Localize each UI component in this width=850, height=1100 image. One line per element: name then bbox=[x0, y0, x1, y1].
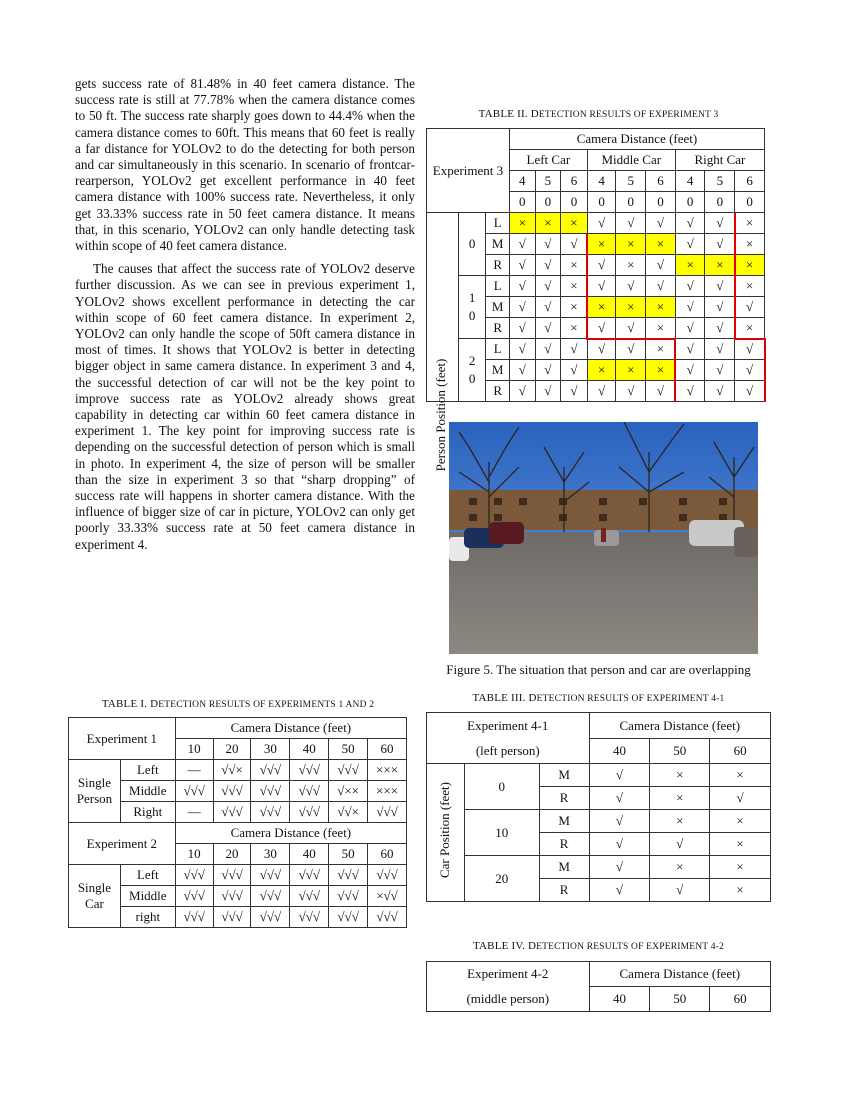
table1-distance: 40 bbox=[290, 739, 329, 760]
table2-result-cell: × bbox=[735, 318, 765, 339]
table-row bbox=[427, 810, 771, 833]
table2-distance-digit: 0 bbox=[535, 192, 561, 213]
table1-result-cell: √√√ bbox=[251, 886, 290, 907]
table2-result-cell: × bbox=[587, 360, 616, 381]
table2-result-cell: × bbox=[675, 255, 705, 276]
table3-corner-1: Experiment 4-1 bbox=[427, 713, 590, 739]
table2-distance-digit: 0 bbox=[705, 192, 735, 213]
table3-result-cell: √ bbox=[589, 787, 650, 810]
table1-caption bbox=[68, 698, 408, 710]
table1-distance: 30 bbox=[251, 844, 290, 865]
table2-result-cell: √ bbox=[535, 234, 561, 255]
table2-result-cell: √ bbox=[705, 381, 735, 402]
table2-result-cell: √ bbox=[587, 318, 616, 339]
table1-result-cell: √√√ bbox=[175, 865, 213, 886]
table2-sub-position: R bbox=[486, 381, 510, 402]
table1-group-label-line2: Person bbox=[76, 791, 113, 806]
table2-distance-digit: 4 bbox=[509, 171, 535, 192]
table2-result-cell: √ bbox=[735, 339, 765, 360]
table1-result-cell: √√√ bbox=[368, 802, 407, 823]
table3-result-cell: √ bbox=[650, 879, 710, 902]
table2-distance-digit: 0 bbox=[646, 192, 676, 213]
table3-result-cell: √ bbox=[589, 833, 650, 856]
table2-distance-digit: 6 bbox=[561, 171, 588, 192]
table2-sub-position: R bbox=[486, 255, 510, 276]
table2-sub-position: M bbox=[486, 360, 510, 381]
table2-result-cell: × bbox=[616, 255, 646, 276]
table2-caption-rest: ETECTION RESULTS OF EXPERIMENT 3 bbox=[538, 110, 719, 120]
table2-result-cell: √ bbox=[561, 360, 588, 381]
table3-sub-position: R bbox=[539, 879, 589, 902]
table2-result-cell: √ bbox=[509, 297, 535, 318]
table2-result-cell: √ bbox=[675, 276, 705, 297]
table2-result-cell: √ bbox=[705, 360, 735, 381]
table1-distance: 50 bbox=[329, 739, 368, 760]
table1-result-cell: ××× bbox=[368, 781, 407, 802]
paragraph-1: gets success rate of 81.48% in 40 feet camera distance. The success rate is still at 77.78% when the camera distance comes to 50 ft. The success rate sharply goes down to 44.4% when the camera distance comes to 60ft. This means that 60 feet is really a far distance for YOLOv2 to do the detecting for both person and car simultaneously in this scenario. In scenario of frontcar-rearperson, YOLOv2 get excellent performance in 40 feet camera distance with 100% success rate. Nevertheless, it only get 33.33% success rate in 50 feet camera distance. It means that, in this scenario, YOLOv2 can only handle detecting task within scope of 40 feet camera distance. bbox=[75, 76, 415, 254]
table2-position-group bbox=[458, 339, 486, 402]
table3-caption bbox=[426, 692, 771, 704]
table3 bbox=[426, 712, 771, 902]
table1-result-cell: √√√ bbox=[251, 907, 290, 928]
table2-distance-digit: 0 bbox=[675, 192, 705, 213]
table2-result-cell: √ bbox=[646, 213, 676, 234]
table1-result-cell: — bbox=[175, 802, 213, 823]
table2-result-cell: × bbox=[735, 234, 765, 255]
table3-result-cell: × bbox=[710, 856, 771, 879]
table2-row-axis-label: Person Position (feet) bbox=[433, 358, 448, 472]
table2-result-cell: √ bbox=[675, 213, 705, 234]
figure5-photo bbox=[449, 422, 758, 654]
table3-result-cell: × bbox=[710, 810, 771, 833]
table2-result-cell: √ bbox=[561, 234, 588, 255]
table2-result-cell: √ bbox=[561, 381, 588, 402]
table3-result-cell: √ bbox=[710, 787, 771, 810]
table1 bbox=[68, 717, 407, 928]
table2-position-group bbox=[458, 276, 486, 339]
table3-corner-2: (left person) bbox=[427, 739, 590, 764]
table-row bbox=[69, 865, 407, 886]
table2-result-cell: √ bbox=[735, 360, 765, 381]
table1-distance: 60 bbox=[368, 844, 407, 865]
table2-sub-position: R bbox=[486, 318, 510, 339]
red-divider-segment bbox=[734, 213, 736, 339]
table2-result-cell: √ bbox=[509, 360, 535, 381]
table1-group-label bbox=[69, 760, 121, 823]
table2-result-cell: × bbox=[509, 213, 535, 234]
table2-distance-digit: 5 bbox=[705, 171, 735, 192]
person bbox=[601, 528, 606, 542]
table2-result-cell: √ bbox=[616, 381, 646, 402]
table3-distance: 40 bbox=[589, 739, 650, 764]
table1-result-cell: √√√ bbox=[290, 781, 329, 802]
table2-result-cell: √ bbox=[535, 318, 561, 339]
table1-group-label-line2: Car bbox=[85, 896, 104, 911]
table3-sub-position: R bbox=[539, 787, 589, 810]
table1-result-cell: √√√ bbox=[290, 886, 329, 907]
table2-caption bbox=[426, 108, 771, 120]
table2-result-cell: × bbox=[616, 234, 646, 255]
table-row bbox=[427, 276, 765, 297]
table2-result-cell: × bbox=[646, 360, 676, 381]
table3-row-axis-label: Car Position (feet) bbox=[437, 781, 452, 879]
table2-result-cell: × bbox=[705, 255, 735, 276]
table-row bbox=[427, 856, 771, 879]
table2-group-header: Middle Car bbox=[587, 150, 675, 171]
table2-result-cell: √ bbox=[509, 276, 535, 297]
table3-camera-header: Camera Distance (feet) bbox=[589, 713, 770, 739]
table1-result-cell: √√√ bbox=[251, 760, 290, 781]
table4-corner-2: (middle person) bbox=[427, 987, 590, 1012]
table1-position: Right bbox=[120, 802, 175, 823]
table2-result-cell: × bbox=[616, 360, 646, 381]
table1-result-cell: √√√ bbox=[290, 760, 329, 781]
table2-distance-digit: 0 bbox=[587, 192, 616, 213]
table3-caption-rest: ETECTION RESULTS OF EXPERIMENT 4-1 bbox=[536, 694, 725, 704]
table2-result-cell: √ bbox=[646, 276, 676, 297]
table1-position: Left bbox=[120, 760, 175, 781]
table2-sub-position: M bbox=[486, 234, 510, 255]
table2-result-cell: √ bbox=[587, 276, 616, 297]
table2-result-cell: × bbox=[561, 318, 588, 339]
table3-car-position: 10 bbox=[464, 810, 539, 856]
table1-result-cell: √√√ bbox=[368, 907, 407, 928]
table3-sub-position: M bbox=[539, 810, 589, 833]
table-row bbox=[427, 764, 771, 787]
table1-distance: 10 bbox=[175, 844, 213, 865]
table1-camera-header-2: Camera Distance (feet) bbox=[175, 823, 406, 844]
table3-result-cell: × bbox=[710, 833, 771, 856]
table1-distance: 50 bbox=[329, 844, 368, 865]
table1-result-cell: ×√√ bbox=[368, 886, 407, 907]
table2-result-cell: √ bbox=[616, 276, 646, 297]
table1-distance: 60 bbox=[368, 739, 407, 760]
table2-grid bbox=[426, 128, 765, 402]
table2-result-cell: √ bbox=[587, 339, 616, 360]
table1-result-cell: ××× bbox=[368, 760, 407, 781]
table2-group-header: Right Car bbox=[675, 150, 764, 171]
table1-camera-header-1: Camera Distance (feet) bbox=[175, 718, 406, 739]
table2-result-cell: × bbox=[735, 255, 765, 276]
table1-result-cell: √√× bbox=[329, 802, 368, 823]
table1-result-cell: √√√ bbox=[251, 865, 290, 886]
table1-result-cell: √√√ bbox=[290, 907, 329, 928]
table1-distance: 40 bbox=[290, 844, 329, 865]
table1-exp1-label: Experiment 1 bbox=[69, 718, 176, 760]
red-divider-segment bbox=[586, 234, 588, 339]
table2-corner: Experiment 3 bbox=[427, 129, 510, 213]
left-column-text bbox=[75, 76, 415, 553]
table2-result-cell: √ bbox=[616, 213, 646, 234]
table3-sub-position: M bbox=[539, 856, 589, 879]
table2-result-cell: × bbox=[535, 213, 561, 234]
table2-result-cell: √ bbox=[509, 255, 535, 276]
table1-result-cell: √√√ bbox=[175, 781, 213, 802]
table2-result-cell: × bbox=[646, 318, 676, 339]
table2-result-cell: √ bbox=[705, 297, 735, 318]
table2-result-cell: √ bbox=[535, 255, 561, 276]
table2-distance-digit: 0 bbox=[509, 192, 535, 213]
table1-result-cell: √√√ bbox=[290, 865, 329, 886]
table2-distance-digit: 6 bbox=[646, 171, 676, 192]
table1-caption-rest: ETECTION RESULTS OF EXPERIMENTS 1 AND 2 bbox=[158, 700, 375, 710]
table1-result-cell: √√√ bbox=[251, 802, 290, 823]
table2-result-cell: √ bbox=[535, 381, 561, 402]
table1-result-cell: √√√ bbox=[213, 865, 251, 886]
table2-result-cell: √ bbox=[535, 276, 561, 297]
table3-result-cell: × bbox=[710, 879, 771, 902]
table3-result-cell: √ bbox=[589, 810, 650, 833]
table2-result-cell: √ bbox=[587, 381, 616, 402]
table2-distance-digit: 4 bbox=[587, 171, 616, 192]
table4-distance: 50 bbox=[650, 987, 710, 1012]
table1-result-cell: √√× bbox=[213, 760, 251, 781]
table2-result-cell: √ bbox=[675, 318, 705, 339]
table1-distance: 10 bbox=[175, 739, 213, 760]
table3-result-cell: √ bbox=[589, 879, 650, 902]
table2-result-cell: √ bbox=[646, 255, 676, 276]
table2-position-digit: 0 bbox=[468, 371, 476, 386]
table3-result-cell: × bbox=[650, 810, 710, 833]
table2-distance-digit: 0 bbox=[735, 192, 765, 213]
table3-result-cell: √ bbox=[589, 856, 650, 879]
table3-result-cell: √ bbox=[650, 833, 710, 856]
table1-group-label bbox=[69, 865, 121, 928]
asphalt bbox=[449, 532, 758, 654]
table2-result-cell: √ bbox=[675, 297, 705, 318]
table2-result-cell: √ bbox=[705, 276, 735, 297]
table4 bbox=[426, 961, 771, 1012]
table2-result-cell: √ bbox=[705, 339, 735, 360]
table2-result-cell: √ bbox=[509, 339, 535, 360]
table4-caption-prefix: TABLE IV. D bbox=[473, 940, 537, 952]
table1-grid bbox=[68, 717, 407, 928]
red-divider-segment bbox=[734, 338, 765, 340]
table2-result-cell: √ bbox=[535, 339, 561, 360]
table4-camera-header: Camera Distance (feet) bbox=[589, 962, 770, 987]
table1-result-cell: √√√ bbox=[329, 886, 368, 907]
table2-result-cell: × bbox=[587, 234, 616, 255]
table2-result-cell: × bbox=[561, 276, 588, 297]
table2-result-cell: √ bbox=[675, 234, 705, 255]
table1-result-cell: √√√ bbox=[213, 781, 251, 802]
table2 bbox=[426, 128, 765, 472]
table2-sub-position: M bbox=[486, 297, 510, 318]
table3-result-cell: × bbox=[650, 764, 710, 787]
table2-result-cell: √ bbox=[705, 318, 735, 339]
table3-car-position: 20 bbox=[464, 856, 539, 902]
table2-distance-digit: 5 bbox=[535, 171, 561, 192]
table3-result-cell: × bbox=[650, 856, 710, 879]
table2-result-cell: √ bbox=[675, 339, 705, 360]
table1-result-cell: √√√ bbox=[290, 802, 329, 823]
table3-car-position: 0 bbox=[464, 764, 539, 810]
table2-distance-digit: 0 bbox=[561, 192, 588, 213]
table2-result-cell: √ bbox=[646, 381, 676, 402]
table2-result-cell: √ bbox=[535, 297, 561, 318]
table3-sub-position: M bbox=[539, 764, 589, 787]
table2-result-cell: √ bbox=[675, 360, 705, 381]
table2-distance-digit: 0 bbox=[616, 192, 646, 213]
table1-result-cell: √√√ bbox=[329, 760, 368, 781]
table2-distance-digit: 5 bbox=[616, 171, 646, 192]
table3-result-cell: × bbox=[650, 787, 710, 810]
table2-result-cell: × bbox=[646, 234, 676, 255]
table1-position: Left bbox=[120, 865, 175, 886]
table2-distance-digit: 6 bbox=[735, 171, 765, 192]
table2-result-cell: √ bbox=[535, 360, 561, 381]
table1-result-cell: — bbox=[175, 760, 213, 781]
table1-position: Middle bbox=[120, 781, 175, 802]
table2-position-digit: 1 bbox=[468, 290, 476, 305]
table2-result-cell: √ bbox=[509, 234, 535, 255]
table1-result-cell: √√√ bbox=[175, 886, 213, 907]
table2-sub-position: L bbox=[486, 339, 510, 360]
table1-distance: 30 bbox=[251, 739, 290, 760]
table2-result-cell: × bbox=[646, 339, 676, 360]
table2-result-cell: × bbox=[561, 297, 588, 318]
table1-result-cell: √×× bbox=[329, 781, 368, 802]
parking-lot-scene bbox=[449, 422, 758, 654]
table1-caption-prefix: TABLE I. D bbox=[101, 698, 159, 710]
table2-position-digit: 2 bbox=[468, 353, 476, 368]
table4-caption-rest: ETECTION RESULTS OF EXPERIMENT 4-2 bbox=[536, 942, 724, 952]
table1-group-label-line1: Single bbox=[77, 775, 112, 790]
table2-result-cell: √ bbox=[675, 381, 705, 402]
table1-result-cell: √√√ bbox=[213, 907, 251, 928]
table2-result-cell: √ bbox=[705, 213, 735, 234]
table1-result-cell: √√√ bbox=[175, 907, 213, 928]
table4-caption bbox=[426, 940, 771, 952]
table2-position-digit: 0 bbox=[468, 308, 476, 323]
table3-result-cell: √ bbox=[589, 764, 650, 787]
table2-position-digit: 0 bbox=[468, 236, 476, 251]
table2-camera-header: Camera Distance (feet) bbox=[509, 129, 764, 150]
table3-grid bbox=[426, 712, 771, 902]
table1-result-cell: √√√ bbox=[368, 865, 407, 886]
red-divider-segment bbox=[764, 338, 766, 402]
red-divider-segment bbox=[674, 338, 676, 402]
table2-result-cell: × bbox=[735, 213, 765, 234]
table2-result-cell: √ bbox=[561, 339, 588, 360]
table3-result-cell: × bbox=[710, 764, 771, 787]
table4-grid bbox=[426, 961, 771, 1012]
table2-result-cell: √ bbox=[587, 213, 616, 234]
table2-result-cell: √ bbox=[616, 339, 646, 360]
table2-result-cell: × bbox=[735, 276, 765, 297]
table3-sub-position: R bbox=[539, 833, 589, 856]
table1-group-label-line1: Single bbox=[77, 880, 112, 895]
table1-position: right bbox=[120, 907, 175, 928]
table1-result-cell: √√√ bbox=[329, 865, 368, 886]
table2-result-cell: × bbox=[561, 213, 588, 234]
table2-result-cell: √ bbox=[587, 255, 616, 276]
table3-caption-prefix: TABLE III. D bbox=[472, 692, 537, 704]
table2-caption-prefix: TABLE II. D bbox=[478, 108, 539, 120]
table2-result-cell: × bbox=[561, 255, 588, 276]
table1-exp2-label: Experiment 2 bbox=[69, 823, 176, 865]
table3-distance: 60 bbox=[710, 739, 771, 764]
table2-result-cell: × bbox=[587, 297, 616, 318]
table2-result-cell: √ bbox=[509, 381, 535, 402]
table1-position: Middle bbox=[120, 886, 175, 907]
table2-result-cell: × bbox=[646, 297, 676, 318]
table1-result-cell: √√√ bbox=[213, 802, 251, 823]
table2-position-group bbox=[458, 213, 486, 276]
table2-result-cell: √ bbox=[735, 297, 765, 318]
table-row bbox=[69, 760, 407, 781]
table2-sub-position: L bbox=[486, 213, 510, 234]
table2-sub-position: L bbox=[486, 276, 510, 297]
table3-distance: 50 bbox=[650, 739, 710, 764]
paragraph-2: The causes that affect the success rate of YOLOv2 deserve further discussion. As we can see in previous experiment 1, YOLOv2 shows excellent performance in detecting the car within scope of 60 feet camera distance. In experiment 2, YOLOv2 can only handle the scope of 50ft camera distance in most of times. It shows that YOLOv2 is better in detecting bigger object in same camera distance. In experiment 3 and 4, the successful detection of car will not be the key point to improve success rate as YOLOv2 already shows great capability in detecting car within 60 feet camera distance in experiment 1. The key point for improving success rate is depending on the successful detection of person which is small in photo. In experiment 4, the size of person will be smaller than the size in experiment 3 so that “sharp dropping” of success rate will happens in shorter camera distance. With the influence of bigger size of car in picture, YOLOv2 can only get poorly 33.33% success rate at 50 feet camera distance in experiment 4. bbox=[75, 261, 415, 552]
table4-distance: 60 bbox=[710, 987, 771, 1012]
table2-result-cell: √ bbox=[735, 381, 765, 402]
table2-result-cell: × bbox=[616, 297, 646, 318]
table1-result-cell: √√√ bbox=[329, 907, 368, 928]
figure5-caption: Figure 5. The situation that person and car are overlapping bbox=[446, 662, 751, 677]
table-row bbox=[427, 339, 765, 360]
red-divider-segment bbox=[586, 338, 675, 340]
table4-distance: 40 bbox=[589, 987, 650, 1012]
table1-distance: 20 bbox=[213, 739, 251, 760]
table1-result-cell: √√√ bbox=[213, 886, 251, 907]
table2-result-cell: √ bbox=[616, 318, 646, 339]
table2-result-cell: √ bbox=[705, 234, 735, 255]
table2-result-cell: √ bbox=[509, 318, 535, 339]
table4-corner-1: Experiment 4-2 bbox=[427, 962, 590, 987]
table-row bbox=[427, 213, 765, 234]
table2-distance-digit: 4 bbox=[675, 171, 705, 192]
table1-result-cell: √√√ bbox=[251, 781, 290, 802]
table1-distance: 20 bbox=[213, 844, 251, 865]
table2-group-header: Left Car bbox=[509, 150, 587, 171]
